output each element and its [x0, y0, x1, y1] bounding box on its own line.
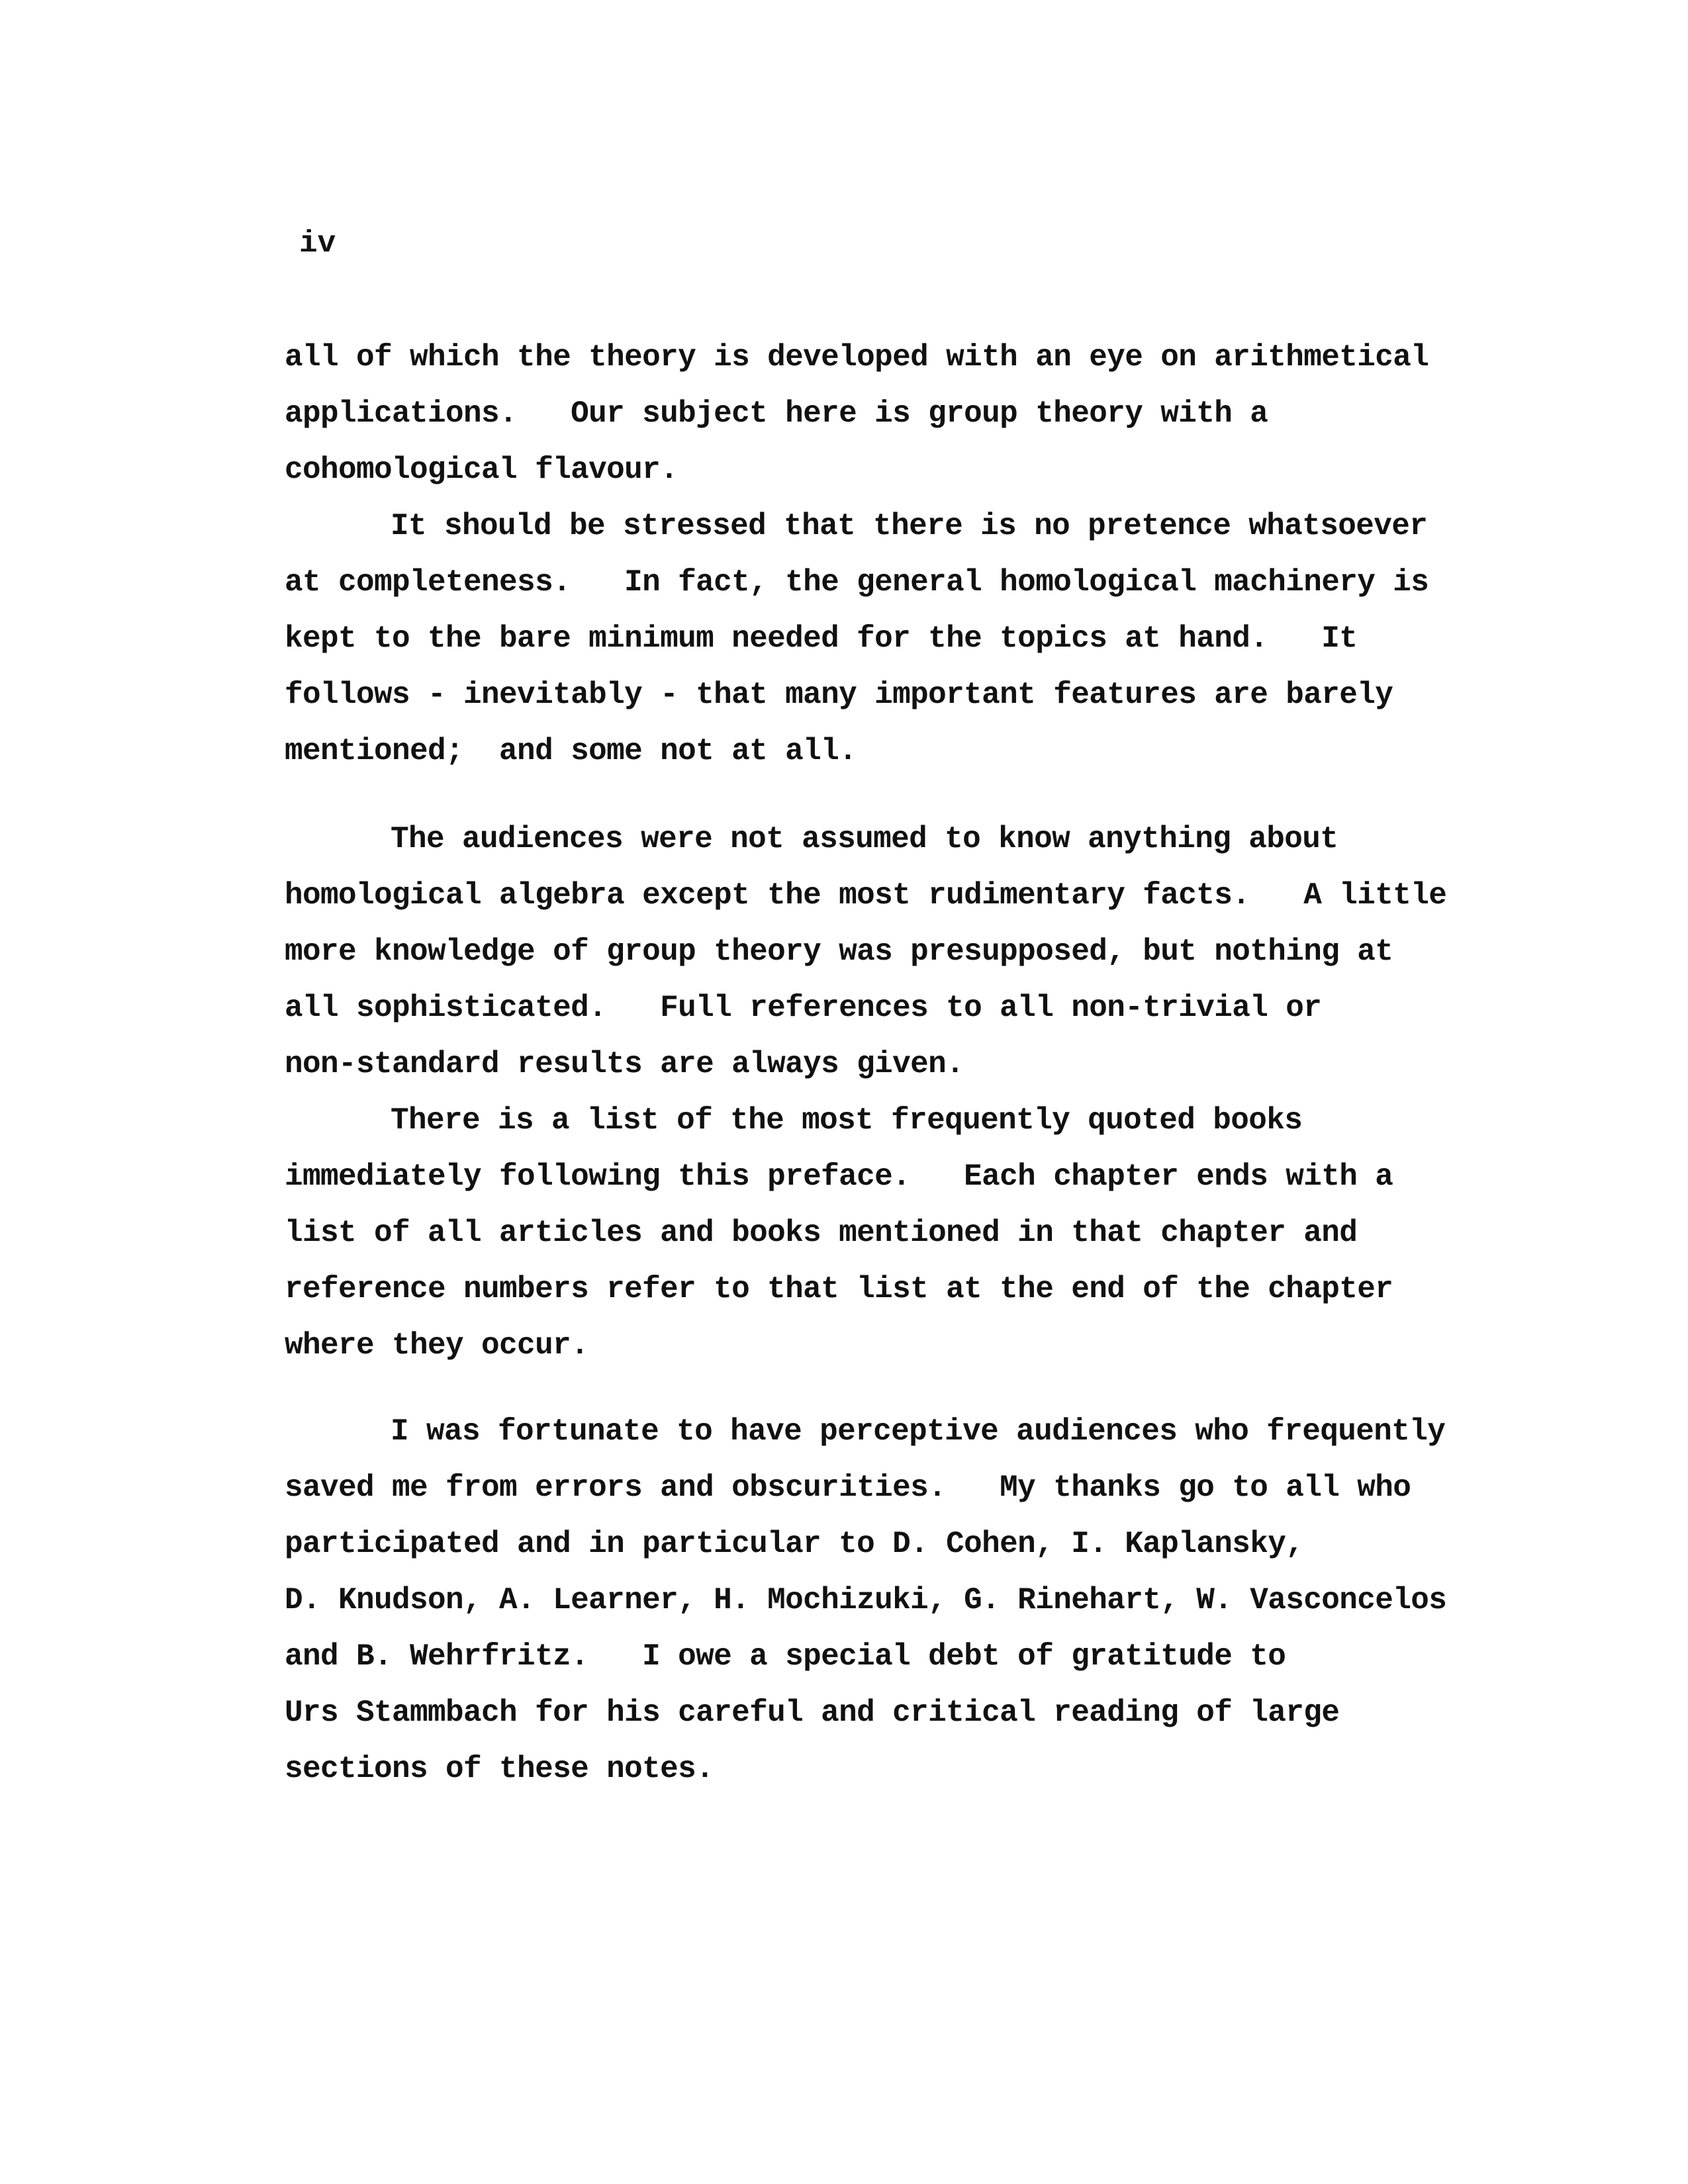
text-line: list of all articles and books mentioned in that chapter and — [285, 1216, 1358, 1250]
page-number: iv — [299, 226, 336, 261]
text-line: homological algebra except the most rudimentary facts. A little — [285, 878, 1447, 913]
text-line: sections of these notes. — [285, 1752, 714, 1786]
text-line: participated and in particular to D. Cohen, I. Kaplansky, — [285, 1527, 1304, 1561]
text-line: It should be stressed that there is no pretence whatsoever — [391, 509, 1428, 543]
text-line: non-standard results are always given. — [285, 1047, 964, 1081]
text-line: The audiences were not assumed to know anything about — [391, 822, 1338, 856]
text-line: where they occur. — [285, 1328, 589, 1363]
text-line: D. Knudson, A. Learner, H. Mochizuki, G. Rinehart, W. Vasconcelos — [285, 1583, 1447, 1617]
text-line: applications. Our subject here is group theory with a — [285, 396, 1268, 431]
text-line: saved me from errors and obscurities. My thanks go to all who — [285, 1471, 1411, 1505]
text-line: mentioned; and some not at all. — [285, 734, 857, 768]
text-line: cohomological flavour. — [285, 453, 679, 487]
text-line: immediately following this preface. Each chapter ends with a — [285, 1160, 1393, 1194]
text-line: There is a list of the most frequently quoted books — [391, 1103, 1303, 1138]
text-line: reference numbers refer to that list at the end of the chapter — [285, 1272, 1393, 1306]
text-line: follows - inevitably - that many important features are barely — [285, 678, 1393, 712]
text-line: all of which the theory is developed with an eye on arithmetical — [285, 340, 1429, 375]
text-line: kept to the bare minimum needed for the topics at hand. It — [285, 621, 1358, 656]
text-line: I was fortunate to have perceptive audiences who frequently — [391, 1414, 1446, 1449]
text-line: at completeness. In fact, the general homological machinery is — [285, 565, 1429, 600]
text-line: and B. Wehrfritz. I owe a special debt of gratitude to — [285, 1639, 1286, 1674]
text-line: all sophisticated. Full references to all non-trivial or — [285, 991, 1322, 1025]
text-line: Urs Stammbach for his careful and critical reading of large — [285, 1696, 1340, 1730]
text-line: more knowledge of group theory was presupposed, but nothing at — [285, 934, 1393, 969]
